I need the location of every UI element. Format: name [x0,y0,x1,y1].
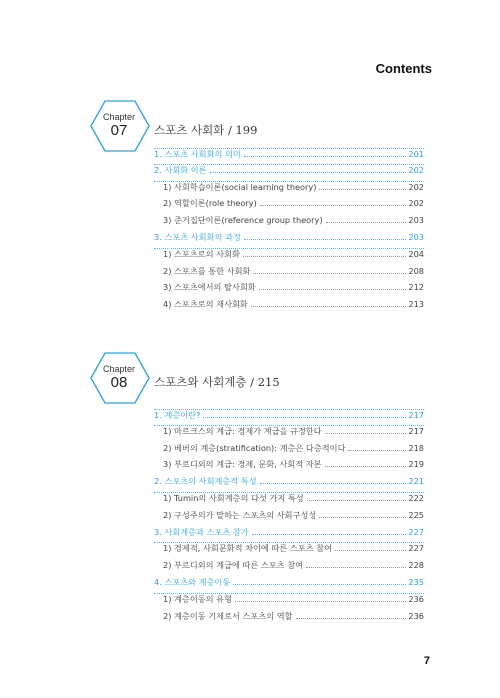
toc-entry-text: 1) 경제적, 사회문화적 차이에 따른 스포츠 참여 [163,543,332,554]
leader-dots [335,550,406,551]
toc-list [154,409,424,627]
chapter-hexagon-badge [90,100,150,152]
leader-dots [253,273,406,274]
leader-dots [325,433,407,434]
toc-section-item[interactable] [154,476,424,493]
toc-subsection-item[interactable] [154,510,424,527]
toc-entry-text: 1) 계층이동의 유형 [163,593,232,604]
toc-page-number: 203 [408,215,424,226]
toc-section-item[interactable] [154,527,424,544]
toc-page-number: 227 [408,526,424,537]
toc-entry-text: 3) 부르디외의 계급: 경제, 문화, 사회적 자본 [163,459,322,470]
chapter-title: 스포츠 사회화 / 199 [154,123,258,137]
toc-page-number: 208 [408,265,424,276]
toc-entry-text: 1. 스포츠 사회화의 의미 [154,149,241,159]
toc-page-number: 218 [408,442,424,453]
toc-page-number: 236 [408,610,424,621]
leader-dots [244,239,407,240]
toc-page-number: 219 [408,459,424,470]
leader-dots [348,450,406,451]
toc-section-item[interactable] [154,232,424,249]
toc-entry-text: 2. 스포츠의 사회계층적 특성 [154,476,257,487]
toc-subsection-item[interactable] [154,198,424,215]
toc-entry-text: 3. 사회계층과 스포츠 참가 [154,526,249,537]
toc-entry-text: 4) 스포츠로의 재사회화 [163,299,248,310]
toc-page-number: 213 [408,299,424,310]
leader-dots [210,172,407,173]
toc-page-number: 227 [408,543,424,554]
toc-entry-text: 2) 구성주의가 말하는 스포츠의 사회구성성 [163,509,317,520]
toc-entry-text: 1. 계층이란? [154,410,201,420]
leader-dots [296,618,407,619]
leader-dots [233,584,406,585]
toc-section-item[interactable] [154,165,424,182]
toc-page-number: 202 [408,198,424,209]
toc-entry-text: 1) 마르크스의 계급: 경제가 계급을 규정한다 [163,425,322,436]
contents-title: Contents [375,61,432,76]
toc-entry-text: 3) 스포츠에서의 탈사회화 [163,282,256,293]
toc-entry-text: 2) 베버의 계층(stratification): 계층은 다층적이다 [163,442,346,453]
toc-subsection-item[interactable] [154,493,424,510]
toc-page-number: 225 [408,509,424,520]
toc-page-number: 228 [408,560,424,571]
toc-subsection-item[interactable] [154,426,424,443]
toc-page-number: 201 [408,149,424,159]
toc-entry-text: 2. 사회화 이론 [154,164,207,175]
leader-dots [319,189,406,190]
toc-subsection-item[interactable] [154,543,424,560]
toc-page-number: 203 [408,231,424,242]
toc-subsection-item[interactable] [154,611,424,628]
chapter-number: 08 [110,374,128,391]
leader-dots [243,256,406,257]
leader-dots [251,306,407,307]
leader-dots [306,567,406,568]
leader-dots [252,534,407,535]
toc-page-number: 202 [408,164,424,175]
toc-section-item[interactable] [154,409,424,426]
leader-dots [235,601,406,602]
toc-list [154,148,424,316]
toc-page-number: 221 [408,476,424,487]
toc-entry-text: 1) 사회학습이론(social learning theory) [163,181,317,192]
toc-subsection-item[interactable] [154,282,424,299]
toc-entry-text: 2) 스포츠를 통한 사회화 [163,265,251,276]
leader-dots [259,289,407,290]
chapter-label: Chapter [102,364,136,374]
toc-entry-text: 1) 스포츠로의 사회화 [163,248,240,259]
chapter-label: Chapter [102,112,136,122]
toc-subsection-item[interactable] [154,266,424,283]
toc-entry-text: 3. 스포츠 사회화의 과정 [154,231,241,242]
chapter-number: 07 [110,122,128,139]
leader-dots [244,156,407,157]
toc-subsection-item[interactable] [154,594,424,611]
toc-page-number: 235 [408,576,424,587]
leader-dots [260,205,407,206]
leader-dots [307,500,407,501]
toc-section-item[interactable] [154,148,424,165]
toc-entry-text: 3) 준거집단이론(reference group theory) [163,215,323,226]
page-number: 7 [423,655,430,667]
toc-entry-text: 2) 역할이론(role theory) [163,198,257,209]
leader-dots [203,417,406,418]
toc-subsection-item[interactable] [154,560,424,577]
leader-dots [326,222,407,223]
toc-page-number: 217 [408,410,424,420]
toc-entry-text: 1) Tumin의 사회계층의 다섯 가지 특성 [163,492,304,503]
toc-subsection-item[interactable] [154,299,424,316]
chapter-08-block [90,352,435,621]
leader-dots [260,483,407,484]
chapter-header [90,352,435,412]
leader-dots [325,466,407,467]
toc-subsection-item[interactable] [154,215,424,232]
chapter-07-block [90,100,435,310]
toc-subsection-item[interactable] [154,249,424,266]
chapter-hexagon-badge [90,352,150,404]
toc-page-number: 236 [408,593,424,604]
toc-entry-text: 4. 스포츠와 계층이동 [154,576,231,587]
toc-page-number: 217 [408,425,424,436]
toc-subsection-item[interactable] [154,443,424,460]
toc-page-number: 202 [408,181,424,192]
toc-subsection-item[interactable] [154,459,424,476]
toc-section-item[interactable] [154,577,424,594]
leader-dots [319,517,406,518]
toc-page-number: 222 [408,492,424,503]
toc-page-number: 204 [408,248,424,259]
chapter-title: 스포츠와 사회계층 / 215 [154,375,280,389]
toc-subsection-item[interactable] [154,182,424,199]
toc-entry-text: 2) 계층이동 기제로서 스포츠의 역할 [163,610,293,621]
toc-entry-text: 2) 부르디외의 계급에 따른 스포츠 참여 [163,560,304,571]
toc-page-number: 212 [408,282,424,293]
